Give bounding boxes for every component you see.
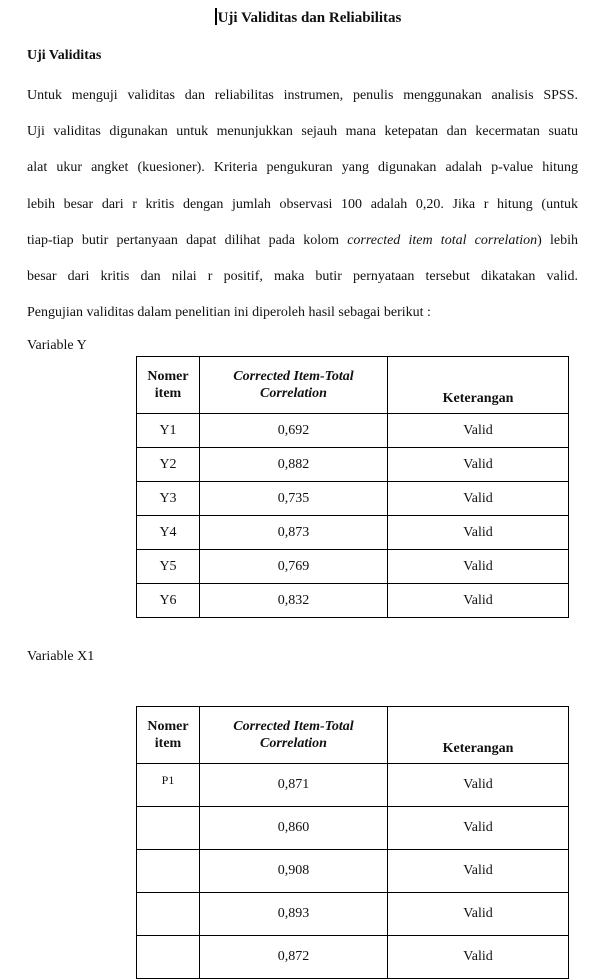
header-keterangan: Keterangan <box>388 357 569 414</box>
cell-keterangan: Valid <box>388 448 569 482</box>
cell-correlation-value: 0,832 <box>200 584 388 618</box>
cell-keterangan: Valid <box>388 764 569 807</box>
cell-correlation-value: 0,873 <box>200 516 388 550</box>
cell-correlation-value: 0,871 <box>200 764 388 807</box>
header-item: item <box>154 736 182 751</box>
paragraph-line: lebih besar dari r kritis dengan jumlah observasi 100 adalah 0,20. Jika r hitung (untuk <box>27 196 578 212</box>
paragraph-line <box>27 229 578 265</box>
table-label-variable-y: Variable Y <box>27 338 87 353</box>
cell-correlation-value: 0,769 <box>200 550 388 584</box>
cell-item: P1 <box>137 764 200 807</box>
header-nomer: Nomer <box>147 719 189 734</box>
cell-item: Y2 <box>137 448 200 482</box>
cell-correlation-value: 0,893 <box>200 893 388 936</box>
cell-item <box>137 893 200 936</box>
paragraph-text: tiap-tiap butir pertanyaan dapat dilihat pada kolom <box>27 232 348 248</box>
table-row <box>137 414 569 448</box>
header-corrected-item-total-correlation <box>200 707 388 764</box>
paragraph-line: besar dari kritis dan nilai r positif, maka butir pernyataan tersebut dikatakan valid. <box>27 268 578 284</box>
header-correlation: Correlation <box>260 386 327 401</box>
cell-keterangan: Valid <box>388 516 569 550</box>
table-row <box>137 516 569 550</box>
cell-correlation-value: 0,735 <box>200 482 388 516</box>
paragraph-line: Uji validitas digunakan untuk menunjukkan sejauh mana ketepatan dan kecermatan suatu <box>27 124 578 140</box>
cell-correlation-value: 0,692 <box>200 414 388 448</box>
cell-correlation-value: 0,882 <box>200 448 388 482</box>
table-row <box>137 448 569 482</box>
cell-keterangan: Valid <box>388 584 569 618</box>
section-heading: Uji Validitas <box>27 48 102 63</box>
cell-item: Y4 <box>137 516 200 550</box>
cell-item: Y5 <box>137 550 200 584</box>
header-nomer-item <box>137 707 200 764</box>
table-label-variable-x1: Variable X1 <box>27 649 95 664</box>
header-item: item <box>154 386 182 401</box>
cell-keterangan: Valid <box>388 550 569 584</box>
table-row <box>137 893 569 936</box>
paragraph-italic-term: corrected item total correlation <box>347 232 538 248</box>
cell-item: Y1 <box>137 414 200 448</box>
text-cursor <box>215 8 217 25</box>
header-correlation: Correlation <box>260 736 327 751</box>
cell-keterangan: Valid <box>388 893 569 936</box>
cell-correlation-value: 0,908 <box>200 850 388 893</box>
cell-item <box>137 936 200 979</box>
table-row <box>137 764 569 807</box>
cell-keterangan: Valid <box>388 936 569 979</box>
table-row <box>137 550 569 584</box>
table-row <box>137 850 569 893</box>
header-nomer: Nomer <box>147 369 189 384</box>
table-row <box>137 807 569 850</box>
cell-keterangan: Valid <box>388 482 569 516</box>
header-corrected-item-total: Corrected Item-Total <box>233 369 354 384</box>
table-row <box>137 584 569 618</box>
cell-correlation-value: 0,860 <box>200 807 388 850</box>
paragraph-line: Pengujian validitas dalam penelitian ini diperoleh hasil sebagai berikut : <box>27 305 431 321</box>
cell-item: Y3 <box>137 482 200 516</box>
cell-keterangan: Valid <box>388 850 569 893</box>
table-row <box>137 936 569 979</box>
table-row <box>137 482 569 516</box>
paragraph-text: ) lebih <box>537 232 579 248</box>
header-corrected-item-total: Corrected Item-Total <box>233 719 354 734</box>
paragraph-line: Untuk menguji validitas dan reliabilitas instrumen, penulis menggunakan analisis SPSS. <box>27 88 578 103</box>
document-title-text: Uji Validitas dan Reliabilitas <box>217 10 402 26</box>
header-nomer-item <box>137 357 200 414</box>
body-paragraph <box>27 84 578 337</box>
table-header-row <box>137 357 569 414</box>
table-header-row <box>137 707 569 764</box>
cell-item <box>137 850 200 893</box>
paragraph-line: alat ukur angket (kuesioner). Kriteria pengukuran yang digunakan adalah p-value hitung <box>27 160 578 176</box>
document-title <box>0 8 616 28</box>
cell-keterangan: Valid <box>388 807 569 850</box>
validity-table-variable-x1 <box>136 706 569 979</box>
cell-item: Y6 <box>137 584 200 618</box>
cell-keterangan: Valid <box>388 414 569 448</box>
validity-table-variable-y <box>136 356 569 618</box>
cell-item <box>137 807 200 850</box>
cell-correlation-value: 0,872 <box>200 936 388 979</box>
header-corrected-item-total-correlation <box>200 357 388 414</box>
header-keterangan: Keterangan <box>388 707 569 764</box>
